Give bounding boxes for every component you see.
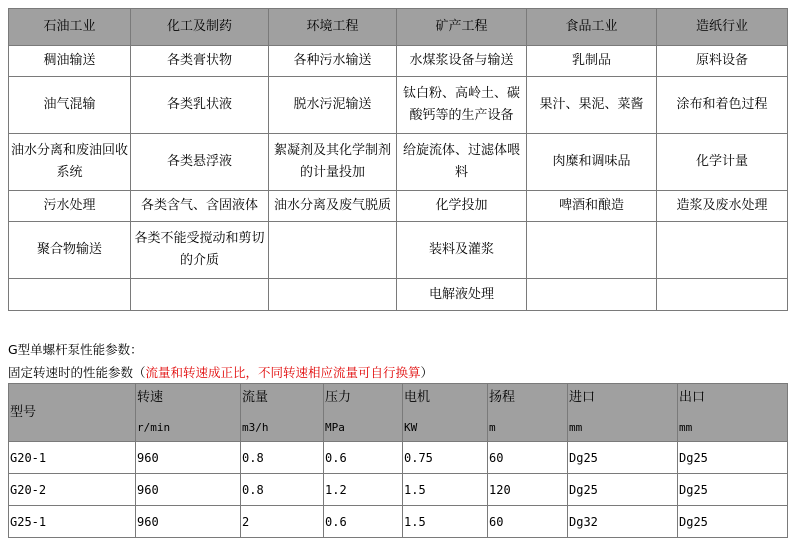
table-cell: 涂布和着色过程 bbox=[657, 77, 788, 134]
column-header bbox=[324, 384, 403, 442]
table-cell: Dg25 bbox=[678, 474, 788, 506]
header-unit: KW bbox=[404, 420, 418, 434]
table-row bbox=[9, 46, 788, 77]
table-cell: 肉糜和调味品 bbox=[527, 134, 657, 191]
table-cell: 960 bbox=[136, 506, 241, 538]
table-row bbox=[9, 222, 788, 279]
column-header: 矿产工程 bbox=[397, 9, 527, 46]
header-unit: m3/h bbox=[242, 420, 269, 434]
table-cell: 0.8 bbox=[241, 474, 324, 506]
table-cell: 化学投加 bbox=[397, 191, 527, 222]
column-header bbox=[136, 384, 241, 442]
table-cell: 聚合物输送 bbox=[9, 222, 131, 279]
table-row bbox=[9, 191, 788, 222]
column-header bbox=[241, 384, 324, 442]
table-cell: 各类乳状液 bbox=[131, 77, 269, 134]
column-header: 化工及制药 bbox=[131, 9, 269, 46]
header-unit: r/min bbox=[137, 420, 171, 434]
table-row bbox=[9, 134, 788, 191]
header-label: 进口 bbox=[569, 389, 596, 405]
table-cell: 0.8 bbox=[241, 442, 324, 474]
table-cell: Dg25 bbox=[678, 506, 788, 538]
table-cell: 絮凝剂及其化学制剂的计量投加 bbox=[269, 134, 397, 191]
column-header bbox=[488, 384, 568, 442]
table-cell: G20-2 bbox=[9, 474, 136, 506]
table-row bbox=[9, 77, 788, 134]
applications-table bbox=[8, 8, 788, 311]
table-cell: 120 bbox=[488, 474, 568, 506]
table-row bbox=[9, 442, 788, 474]
table-cell: 960 bbox=[136, 442, 241, 474]
table-cell bbox=[9, 279, 131, 311]
table-cell: 油水分离和废油回收系统 bbox=[9, 134, 131, 191]
table-cell: 水煤浆设备与输送 bbox=[397, 46, 527, 77]
table-cell: 原料设备 bbox=[657, 46, 788, 77]
table-cell: 0.75 bbox=[403, 442, 488, 474]
performance-title: G型单螺杆泵性能参数： bbox=[8, 342, 143, 357]
header-label: 扬程 bbox=[489, 389, 516, 405]
header-label: 流量 bbox=[242, 389, 269, 405]
performance-subtitle bbox=[8, 363, 433, 381]
table-cell: 果汁、果泥、菜酱 bbox=[527, 77, 657, 134]
table-cell: 化学计量 bbox=[657, 134, 788, 191]
table-cell: 60 bbox=[488, 506, 568, 538]
table-cell: 脱水污泥输送 bbox=[269, 77, 397, 134]
table-cell: Dg32 bbox=[568, 506, 678, 538]
header-label: 转速 bbox=[137, 389, 164, 405]
table-cell: 给旋流体、过滤体喂料 bbox=[397, 134, 527, 191]
column-header: 环境工程 bbox=[269, 9, 397, 46]
subtitle-note: 流量和转速成正比，不同转速相应流量可自行换算 bbox=[145, 365, 421, 380]
table-cell bbox=[269, 279, 397, 311]
table-cell: Dg25 bbox=[568, 442, 678, 474]
column-header: 食品工业 bbox=[527, 9, 657, 46]
table-row bbox=[9, 474, 788, 506]
table-cell: 啤酒和酿造 bbox=[527, 191, 657, 222]
column-header bbox=[403, 384, 488, 442]
table-cell: 造浆及废水处理 bbox=[657, 191, 788, 222]
header-model: 型号 bbox=[9, 384, 136, 442]
table-cell: 各类悬浮液 bbox=[131, 134, 269, 191]
header-unit: mm bbox=[569, 420, 583, 434]
column-header bbox=[678, 384, 788, 442]
table-cell: 60 bbox=[488, 442, 568, 474]
table-cell bbox=[657, 279, 788, 311]
column-header bbox=[568, 384, 678, 442]
table-cell: 电解液处理 bbox=[397, 279, 527, 311]
header-unit: m bbox=[489, 420, 496, 434]
table-cell: G20-1 bbox=[9, 442, 136, 474]
table-cell: 2 bbox=[241, 506, 324, 538]
table-cell bbox=[527, 279, 657, 311]
table-cell: 油气混输 bbox=[9, 77, 131, 134]
table-row bbox=[9, 279, 788, 311]
header-unit: MPa bbox=[325, 420, 345, 434]
column-header: 石油工业 bbox=[9, 9, 131, 46]
table-row bbox=[9, 506, 788, 538]
table-cell bbox=[527, 222, 657, 279]
column-header: 造纸行业 bbox=[657, 9, 788, 46]
performance-header-row bbox=[9, 384, 788, 442]
table-cell: 各类膏状物 bbox=[131, 46, 269, 77]
table-cell: 0.6 bbox=[324, 442, 403, 474]
table-cell bbox=[269, 222, 397, 279]
table-cell bbox=[131, 279, 269, 311]
table-cell: Dg25 bbox=[678, 442, 788, 474]
table-cell: 油水分离及废气脱质 bbox=[269, 191, 397, 222]
table-cell: 960 bbox=[136, 474, 241, 506]
header-unit: mm bbox=[679, 420, 693, 434]
subtitle-prefix: 固定转速时的性能参数（ bbox=[8, 365, 146, 380]
table-cell: 1.5 bbox=[403, 506, 488, 538]
table-cell: 稠油输送 bbox=[9, 46, 131, 77]
table-cell: 各类不能受搅动和剪切的介质 bbox=[131, 222, 269, 279]
table-cell: 乳制品 bbox=[527, 46, 657, 77]
subtitle-suffix: ） bbox=[420, 365, 434, 380]
performance-table bbox=[8, 383, 788, 538]
table-cell: 0.6 bbox=[324, 506, 403, 538]
header-label: 压力 bbox=[325, 389, 352, 405]
table-cell: 各类含气、含固液体 bbox=[131, 191, 269, 222]
table-cell bbox=[657, 222, 788, 279]
table-cell: 1.2 bbox=[324, 474, 403, 506]
table-cell: 各种污水输送 bbox=[269, 46, 397, 77]
table-cell: Dg25 bbox=[568, 474, 678, 506]
table-cell: 1.5 bbox=[403, 474, 488, 506]
table-cell: 污水处理 bbox=[9, 191, 131, 222]
table-cell: G25-1 bbox=[9, 506, 136, 538]
table-cell: 钛白粉、高岭土、碳酸钙等的生产设备 bbox=[397, 77, 527, 134]
header-label: 出口 bbox=[679, 389, 706, 405]
table-cell: 装料及灌浆 bbox=[397, 222, 527, 279]
header-label: 电机 bbox=[404, 389, 431, 405]
applications-header-row bbox=[9, 9, 788, 46]
